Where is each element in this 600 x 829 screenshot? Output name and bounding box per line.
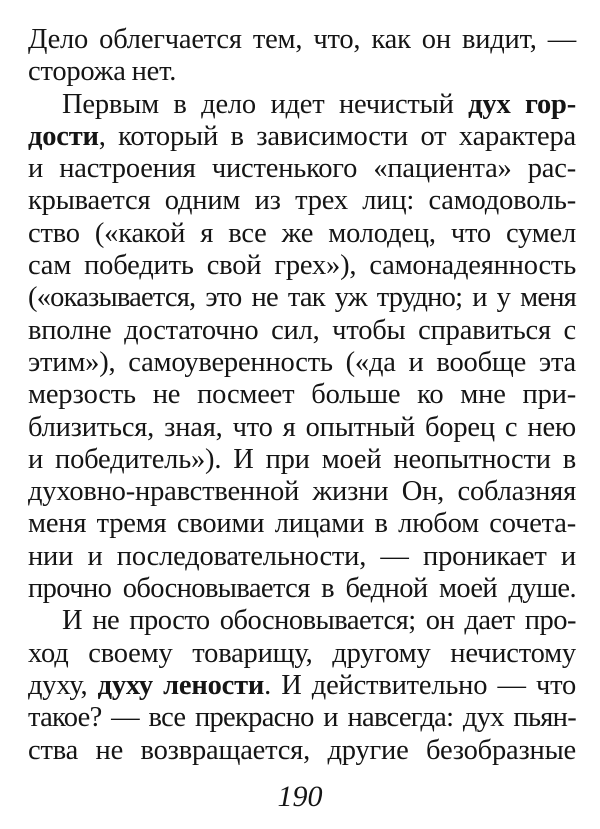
text-line: И не просто обосновывается; он дает про- (62, 605, 576, 637)
text-line: этим»), самоуверенность («да и вообще эта (28, 346, 576, 378)
text-line: меня тремя своими лицами в любом сочета- (28, 508, 576, 540)
text-line: сам победить свой грех»), самонадеянность (28, 250, 576, 282)
text-line: духовно-нравственной жизни Он, соблазняя (28, 476, 576, 508)
text-line (28, 121, 576, 153)
bold-term: духу лености (97, 669, 265, 701)
text-line (28, 89, 576, 121)
text-line (28, 670, 576, 702)
text-line: и победитель»). И при моей неопытности в (28, 443, 576, 475)
text-line: мерзость не посмеет больше ко мне при- (28, 379, 576, 411)
text-segment: духу, (28, 669, 98, 701)
text-segment: . И действительно — что (264, 669, 577, 701)
page-body-text (28, 24, 576, 767)
text-line: прочно обосновывается в бедной моей душе. (28, 573, 576, 605)
text-line: такое? — все прекрасно и навсегда: дух пьян- (28, 702, 576, 734)
text-segment: , который в зависимости от характера (98, 120, 576, 152)
text-line: вполне достаточно сил, чтобы справиться с (28, 314, 576, 346)
text-line: нии и последовательности, — проникает и (28, 540, 576, 572)
text-line: и настроения чистенького «пациента» рас- (28, 153, 576, 185)
text-line: крывается одним из трех лиц: самодоволь- (28, 185, 576, 217)
text-line: близиться, зная, что я опытный борец с нею (28, 411, 576, 443)
text-line: ства не возвращается, другие безобразные (28, 734, 576, 766)
text-line: («оказывается, это не так уж трудно; и у меня (28, 282, 576, 314)
text-segment: Первым в дело идет нечистый (62, 88, 469, 120)
bold-term: дости (28, 120, 99, 152)
text-line: Дело облегчается тем, что, как он видит, — (28, 24, 576, 55)
text-line: сторожа нет. (28, 56, 177, 88)
text-line: ство («какой я все же молодец, что сумел (28, 217, 576, 249)
text-line: ход своему товарищу, другому нечистому (28, 637, 576, 669)
page-number: 190 (277, 780, 323, 813)
bold-term: дух гор- (468, 88, 576, 120)
